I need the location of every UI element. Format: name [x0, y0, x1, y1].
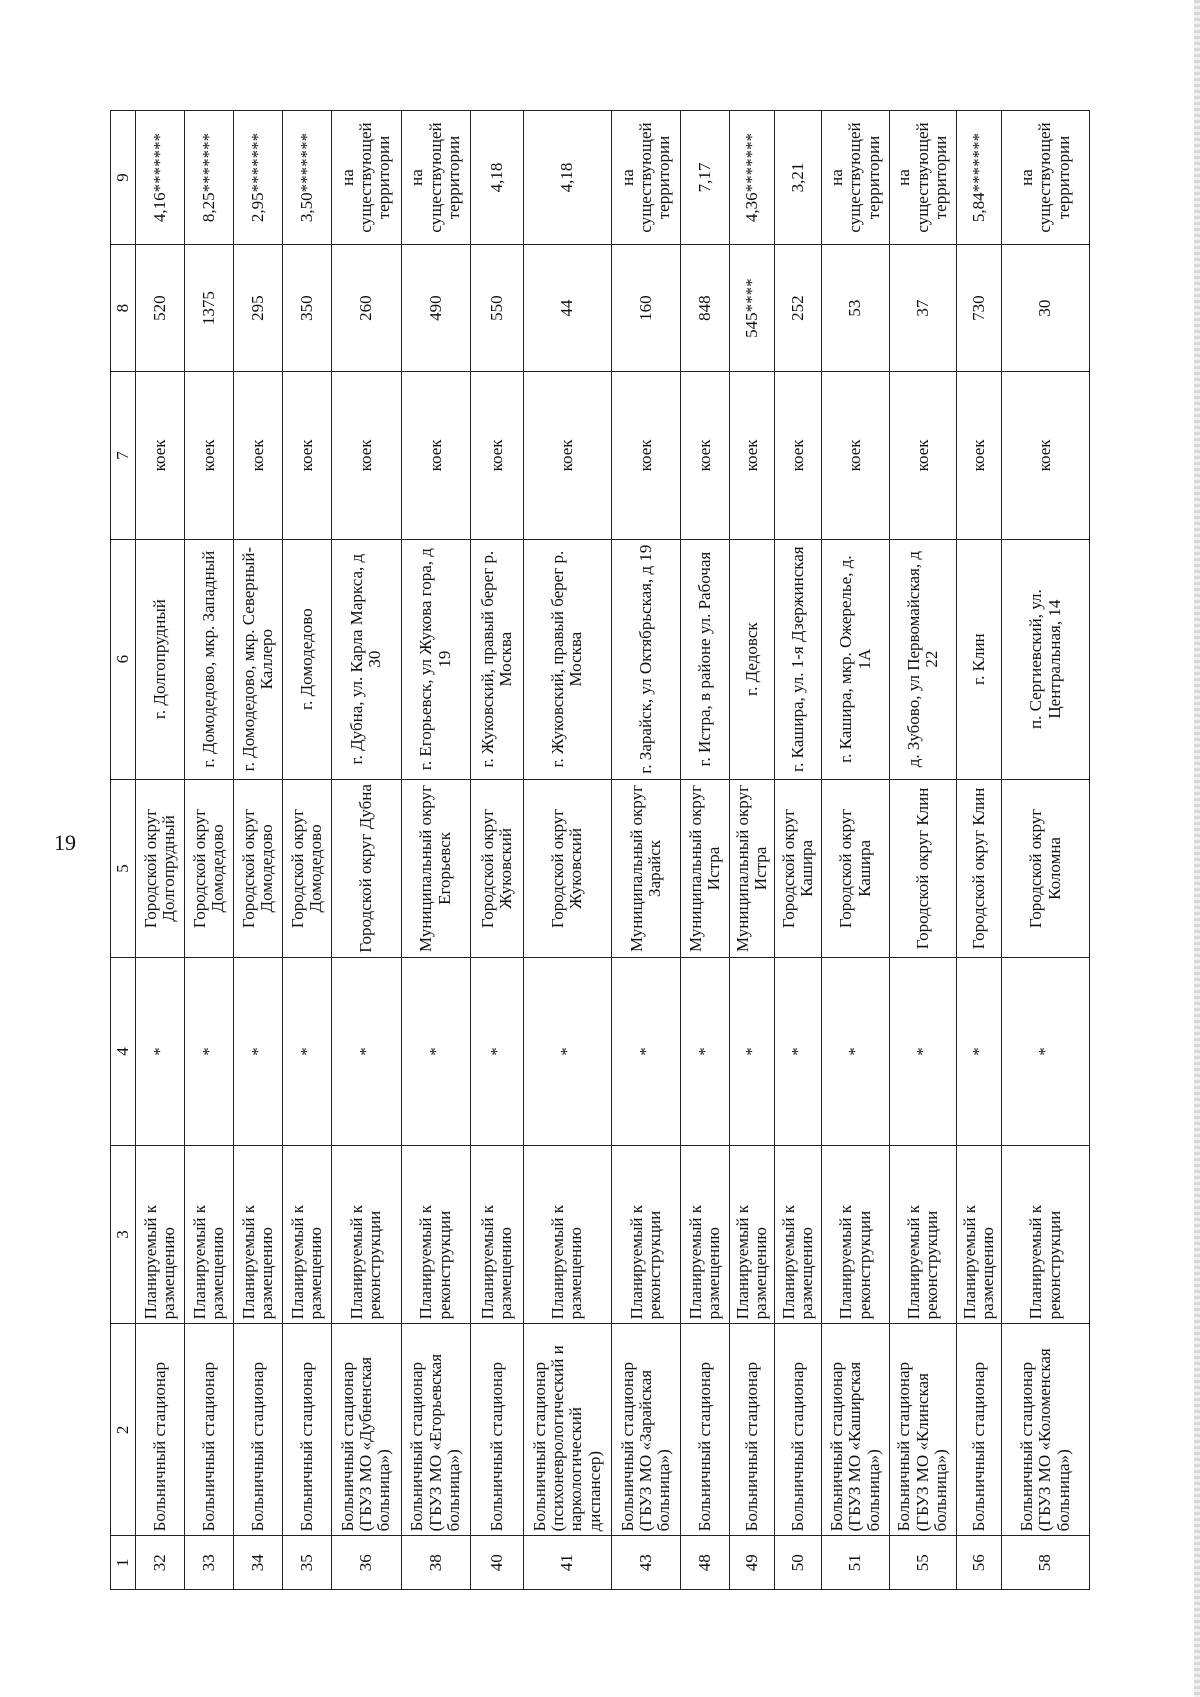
table-row	[822, 111, 889, 1590]
cell-area: на существующей территории	[401, 111, 470, 245]
cell-location: г. Дубна, ул. Карла Маркса, д 30	[332, 539, 401, 779]
table-row	[136, 111, 185, 1590]
hospital-table	[110, 110, 1090, 1590]
cell-marker: *	[185, 958, 234, 1146]
cell-row-number: 55	[889, 1536, 956, 1590]
scan-edge	[1194, 0, 1200, 1697]
cell-area: 4,16*******	[136, 111, 185, 245]
cell-status: Планируемый к размещению	[136, 1145, 185, 1324]
cell-status: Планируемый к реконструкции	[401, 1145, 470, 1324]
cell-unit: коек	[611, 372, 680, 539]
table-row	[611, 111, 680, 1590]
cell-capacity: 37	[889, 245, 956, 372]
cell-status: Планируемый к реконструкции	[611, 1145, 680, 1324]
cell-object-name: Больничный стационар	[136, 1324, 185, 1536]
cell-unit: коек	[822, 372, 889, 539]
cell-municipality: Городской округ Клин	[957, 779, 1002, 958]
cell-capacity: 520	[136, 245, 185, 372]
cell-unit: коек	[524, 372, 612, 539]
cell-capacity: 44	[524, 245, 612, 372]
cell-object-name: Больничный стационар	[730, 1324, 775, 1536]
table-row	[957, 111, 1002, 1590]
cell-row-number: 33	[185, 1536, 234, 1590]
table-row	[401, 111, 470, 1590]
cell-object-name: Больничный стационар	[234, 1324, 283, 1536]
cell-object-name: Больничный стационар (ГБУЗ МО «Зарайская больница»)	[611, 1324, 680, 1536]
cell-unit: коек	[136, 372, 185, 539]
cell-object-name: Больничный стационар (ГБУЗ МО «Каширская больница»)	[822, 1324, 889, 1536]
cell-object-name: Больничный стационар	[283, 1324, 332, 1536]
cell-location: г. Домодедово, мкр. Западный	[185, 539, 234, 779]
cell-area: 7,17	[681, 111, 730, 245]
cell-status: Планируемый к размещению	[234, 1145, 283, 1324]
cell-row-number: 43	[611, 1536, 680, 1590]
cell-object-name: Больничный стационар (ГБУЗ МО «Дубненская больница»)	[332, 1324, 401, 1536]
cell-location: г. Кашира, мкр. Ожерелье, д. 1А	[822, 539, 889, 779]
cell-unit: коек	[470, 372, 523, 539]
cell-status: Планируемый к размещению	[681, 1145, 730, 1324]
cell-status: Планируемый к реконструкции	[332, 1145, 401, 1324]
cell-municipality: Городской округ Долгопрудный	[136, 779, 185, 958]
column-header-9: 9	[111, 111, 136, 245]
cell-capacity: 252	[775, 245, 822, 372]
cell-capacity: 160	[611, 245, 680, 372]
table-row	[185, 111, 234, 1590]
cell-object-name: Больничный стационар (психоневрологический и наркологический диспансер)	[524, 1324, 612, 1536]
cell-municipality: Городской округ Домодедово	[185, 779, 234, 958]
column-header-8: 8	[111, 245, 136, 372]
cell-status: Планируемый к реконструкции	[1002, 1145, 1090, 1324]
rotated-table-wrapper	[110, 110, 1090, 1590]
cell-row-number: 41	[524, 1536, 612, 1590]
cell-location: г. Домодедово	[283, 539, 332, 779]
cell-marker: *	[401, 958, 470, 1146]
cell-area: на существующей территории	[889, 111, 956, 245]
cell-row-number: 48	[681, 1536, 730, 1590]
cell-capacity: 295	[234, 245, 283, 372]
cell-status: Планируемый к размещению	[775, 1145, 822, 1324]
cell-object-name: Больничный стационар	[681, 1324, 730, 1536]
cell-location: г. Клин	[957, 539, 1002, 779]
cell-location: г. Домодедово, мкр. Северный-Каллеро	[234, 539, 283, 779]
column-header-5: 5	[111, 779, 136, 958]
cell-capacity: 53	[822, 245, 889, 372]
cell-object-name: Больничный стационар (ГБУЗ МО «Егорьевская больница»)	[401, 1324, 470, 1536]
page-number: 19	[54, 830, 76, 855]
cell-capacity: 260	[332, 245, 401, 372]
cell-municipality: Городской округ Жуковский	[524, 779, 612, 958]
cell-location: г. Егорьевск, ул Жукова гора, д 19	[401, 539, 470, 779]
column-header-1: 1	[111, 1536, 136, 1590]
cell-location: г. Жуковский, правый берег р. Москва	[470, 539, 523, 779]
cell-status: Планируемый к размещению	[524, 1145, 612, 1324]
cell-status: Планируемый к реконструкции	[822, 1145, 889, 1324]
cell-area: на существующей территории	[611, 111, 680, 245]
cell-location: г. Долгопрудный	[136, 539, 185, 779]
cell-marker: *	[611, 958, 680, 1146]
cell-marker: *	[234, 958, 283, 1146]
cell-location: д. Зубово, ул Первомайская, д 22	[889, 539, 956, 779]
cell-object-name: Больничный стационар	[957, 1324, 1002, 1536]
cell-marker: *	[775, 958, 822, 1146]
cell-row-number: 36	[332, 1536, 401, 1590]
cell-marker: *	[822, 958, 889, 1146]
cell-object-name: Больничный стационар (ГБУЗ МО «Клинская больница»)	[889, 1324, 956, 1536]
cell-object-name: Больничный стационар	[470, 1324, 523, 1536]
cell-area: 3,21	[775, 111, 822, 245]
cell-capacity: 350	[283, 245, 332, 372]
cell-row-number: 49	[730, 1536, 775, 1590]
cell-area: 4,36*******	[730, 111, 775, 245]
cell-municipality: Городской округ Домодедово	[234, 779, 283, 958]
column-header-4: 4	[111, 958, 136, 1146]
table-body	[136, 111, 1090, 1590]
table-row	[524, 111, 612, 1590]
cell-unit: коек	[1002, 372, 1090, 539]
cell-location: г. Зарайск, ул Октябрьская, д 19	[611, 539, 680, 779]
cell-row-number: 50	[775, 1536, 822, 1590]
cell-marker: *	[283, 958, 332, 1146]
cell-status: Планируемый к размещению	[185, 1145, 234, 1324]
cell-status: Планируемый к размещению	[283, 1145, 332, 1324]
cell-unit: коек	[185, 372, 234, 539]
table-row	[283, 111, 332, 1590]
cell-status: Планируемый к размещению	[470, 1145, 523, 1324]
cell-area: 2,95*******	[234, 111, 283, 245]
column-header-3: 3	[111, 1145, 136, 1324]
cell-capacity: 490	[401, 245, 470, 372]
cell-area: 4,18	[470, 111, 523, 245]
cell-capacity: 545****	[730, 245, 775, 372]
cell-municipality: Муниципальный округ Истра	[681, 779, 730, 958]
cell-capacity: 730	[957, 245, 1002, 372]
cell-row-number: 40	[470, 1536, 523, 1590]
cell-marker: *	[136, 958, 185, 1146]
table-row	[889, 111, 956, 1590]
cell-capacity: 848	[681, 245, 730, 372]
cell-area: на существующей территории	[332, 111, 401, 245]
cell-marker: *	[470, 958, 523, 1146]
cell-capacity: 30	[1002, 245, 1090, 372]
cell-municipality: Городской округ Клин	[889, 779, 956, 958]
cell-unit: коек	[283, 372, 332, 539]
cell-marker: *	[681, 958, 730, 1146]
cell-unit: коек	[681, 372, 730, 539]
cell-area: 8,25*******	[185, 111, 234, 245]
cell-marker: *	[889, 958, 956, 1146]
cell-marker: *	[730, 958, 775, 1146]
cell-municipality: Муниципальный округ Зарайск	[611, 779, 680, 958]
cell-object-name: Больничный стационар (ГБУЗ МО «Коломенская больница»)	[1002, 1324, 1090, 1536]
cell-row-number: 56	[957, 1536, 1002, 1590]
table-row	[1002, 111, 1090, 1590]
cell-unit: коек	[775, 372, 822, 539]
cell-object-name: Больничный стационар	[775, 1324, 822, 1536]
cell-status: Планируемый к реконструкции	[889, 1145, 956, 1324]
cell-area: 3,50*******	[283, 111, 332, 245]
cell-capacity: 1375	[185, 245, 234, 372]
cell-location: г. Кашира, ул. 1-я Дзержинская	[775, 539, 822, 779]
cell-row-number: 38	[401, 1536, 470, 1590]
cell-unit: коек	[332, 372, 401, 539]
cell-location: п. Сергиевский, ул. Центральная, 14	[1002, 539, 1090, 779]
cell-area: 4,18	[524, 111, 612, 245]
column-header-6: 6	[111, 539, 136, 779]
table-row	[681, 111, 730, 1590]
cell-unit: коек	[401, 372, 470, 539]
cell-marker: *	[332, 958, 401, 1146]
table-row	[234, 111, 283, 1590]
cell-location: г. Жуковский, правый берег р. Москва	[524, 539, 612, 779]
table-row	[775, 111, 822, 1590]
cell-municipality: Городской округ Кашира	[775, 779, 822, 958]
cell-municipality: Муниципальный округ Истра	[730, 779, 775, 958]
cell-unit: коек	[234, 372, 283, 539]
cell-unit: коек	[957, 372, 1002, 539]
cell-row-number: 32	[136, 1536, 185, 1590]
header-row	[111, 111, 136, 1590]
table-row	[332, 111, 401, 1590]
cell-row-number: 51	[822, 1536, 889, 1590]
cell-area: 5,84*******	[957, 111, 1002, 245]
table-row	[470, 111, 523, 1590]
cell-unit: коек	[730, 372, 775, 539]
cell-capacity: 550	[470, 245, 523, 372]
cell-row-number: 58	[1002, 1536, 1090, 1590]
cell-municipality: Городской округ Кашира	[822, 779, 889, 958]
cell-area: на существующей территории	[822, 111, 889, 245]
cell-location: г. Дедовск	[730, 539, 775, 779]
cell-marker: *	[957, 958, 1002, 1146]
cell-location: г. Истра, в районе ул. Рабочая	[681, 539, 730, 779]
cell-status: Планируемый к размещению	[957, 1145, 1002, 1324]
cell-municipality: Городской округ Жуковский	[470, 779, 523, 958]
cell-municipality: Городской округ Коломна	[1002, 779, 1090, 958]
column-header-2: 2	[111, 1324, 136, 1536]
cell-area: на существующей территории	[1002, 111, 1090, 245]
cell-status: Планируемый к размещению	[730, 1145, 775, 1324]
cell-municipality: Городской округ Домодедово	[283, 779, 332, 958]
cell-marker: *	[524, 958, 612, 1146]
column-header-7: 7	[111, 372, 136, 539]
cell-municipality: Городской округ Дубна	[332, 779, 401, 958]
table-row	[730, 111, 775, 1590]
cell-unit: коек	[889, 372, 956, 539]
cell-municipality: Муниципальный округ Егорьевск	[401, 779, 470, 958]
cell-row-number: 34	[234, 1536, 283, 1590]
cell-marker: *	[1002, 958, 1090, 1146]
cell-row-number: 35	[283, 1536, 332, 1590]
cell-object-name: Больничный стационар	[185, 1324, 234, 1536]
